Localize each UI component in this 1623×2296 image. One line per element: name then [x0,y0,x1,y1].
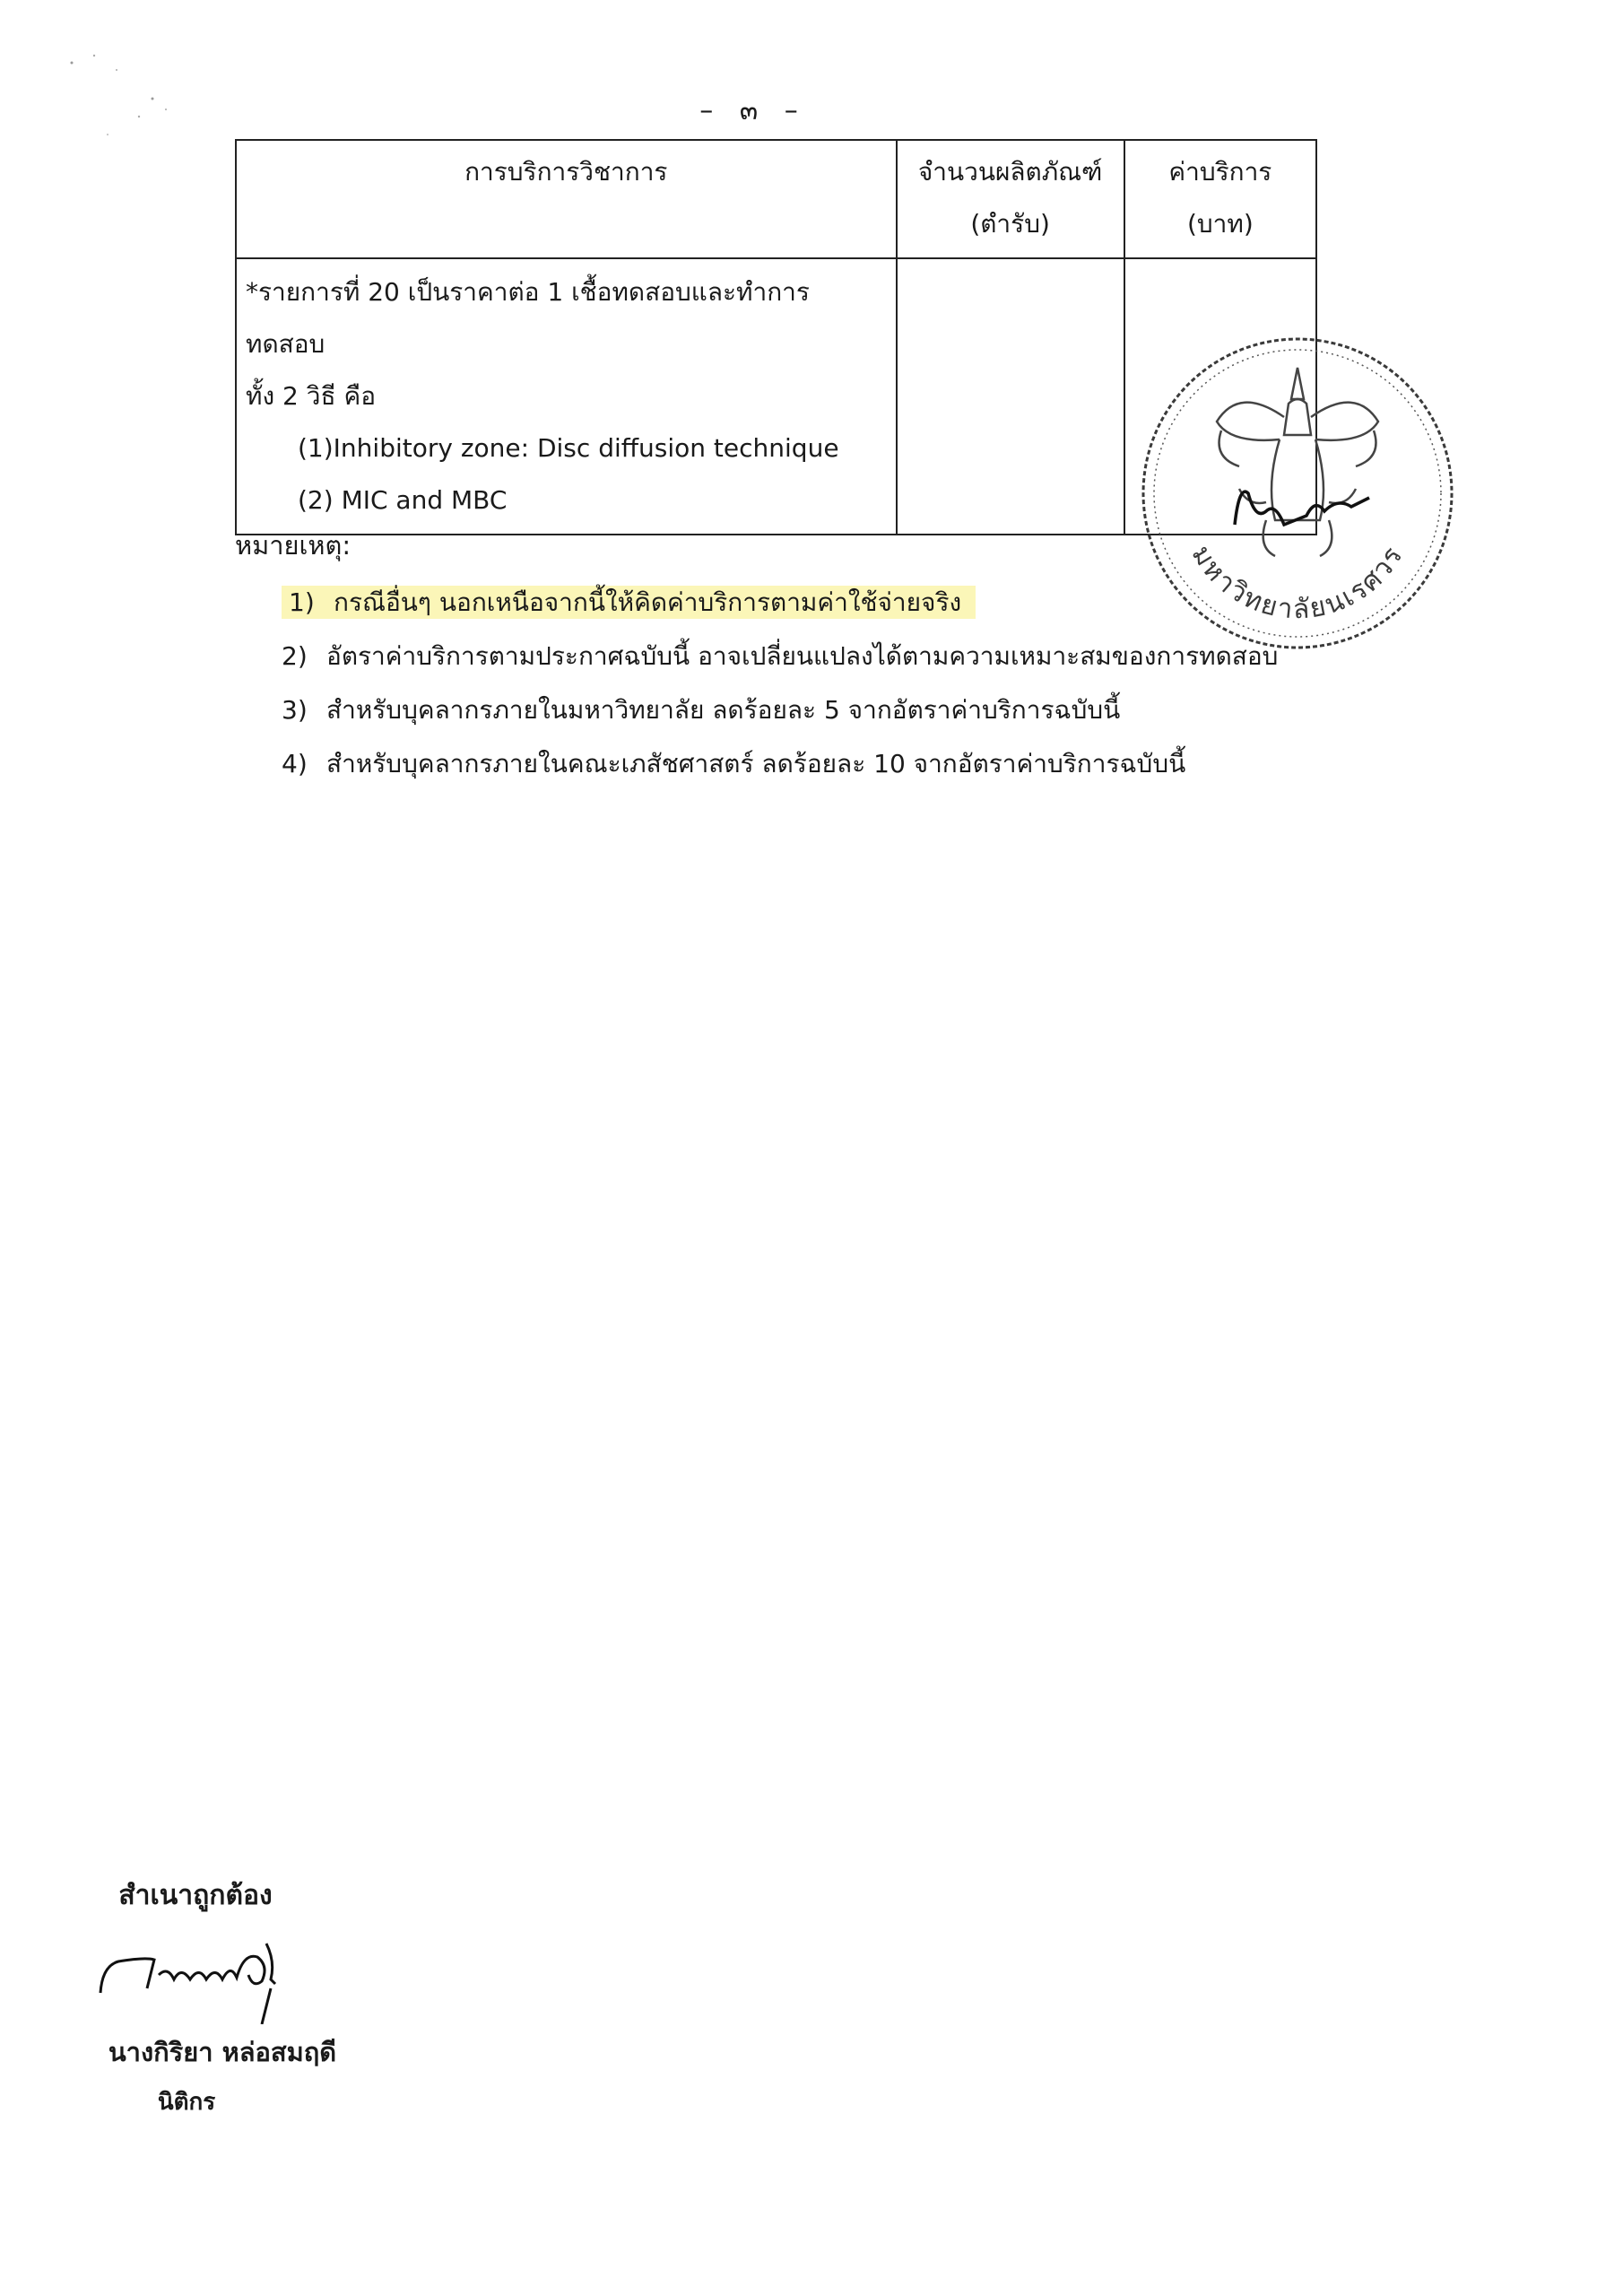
highlighted-note [282,586,976,619]
signer-position: นิติกร [157,2089,216,2116]
note-number: 3) [282,695,308,725]
list-item [282,630,1340,683]
description-line: (2) MIC and MBC [298,485,508,515]
header-subtext: (ตำรับ) [970,209,1050,239]
notes-title: หมายเหตุ: [235,530,352,561]
handwritten-signature [91,1926,316,2024]
note-text: กรณีอื่นๆ นอกเหนือจากนี้ให้คิดค่าบริการตามค่าใช้จ่ายจริง [334,587,962,617]
header-text: การบริการวิชาการ [464,157,668,187]
description-line: *รายการที่ 20 เป็นราคาต่อ 1 เชื้อทดสอบและทำการทดสอบ [246,277,810,359]
note-text: อัตราค่าบริการตามประกาศฉบับนี้ อาจเปลี่ยนแปลงได้ตามความเหมาะสมของการทดสอบ [326,641,1279,671]
header-subtext: (บาท) [1186,209,1254,239]
list-item [282,576,1340,630]
garuda-emblem-icon [1217,368,1378,556]
note-number: 2) [282,641,308,671]
certified-copy-title: สำเนาถูกต้อง [118,1880,273,1911]
note-text: สำหรับบุคลากรภายในคณะเภสัชศาสตร์ ลดร้อยละ 10 จากอัตราค่าบริการฉบับนี้ [326,749,1186,778]
cell-quantity [897,258,1124,535]
header-text: จำนวนผลิตภัณฑ์ [917,157,1103,187]
header-service-fee [1124,140,1316,258]
list-item [282,683,1340,737]
header-academic-service [236,140,897,258]
header-product-count [897,140,1124,258]
certification-block [79,1874,366,2120]
list-item [282,737,1340,791]
header-text: ค่าบริการ [1168,157,1272,187]
description-line: ทั้ง 2 วิธี คือ [246,381,377,411]
scan-specks [54,45,188,152]
notes-list [282,576,1340,791]
description-line: (1)Inhibitory zone: Disc diffusion technique [298,433,839,463]
page-number: – ๓ – [699,95,807,126]
cell-description [236,258,897,535]
signer-name: นางกิริยา หล่อสมฤดี [108,2037,337,2067]
table-header-row [236,140,1316,258]
note-number: 4) [282,749,308,778]
note-number: 1) [289,587,315,617]
note-text: สำหรับบุคลากรภายในมหาวิทยาลัย ลดร้อยละ 5 จากอัตราค่าบริการฉบับนี้ [326,695,1121,725]
seal-text: มหาวิทยาลัยนเรศวร [1185,540,1410,626]
